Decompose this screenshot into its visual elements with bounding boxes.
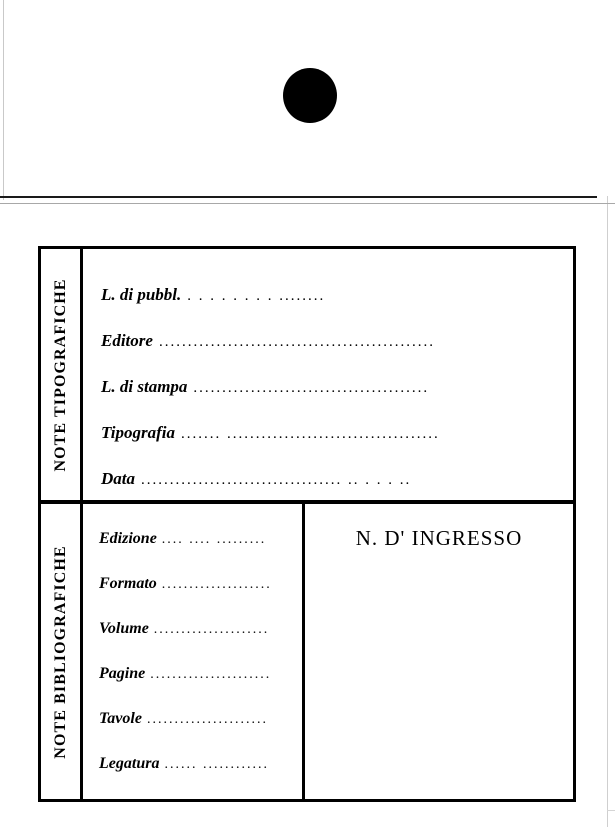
field-label-tavole: Tavole bbox=[99, 710, 142, 727]
field-label-luogo-pubblicazione: L. di pubbl. bbox=[101, 285, 182, 304]
field-pagine[interactable] bbox=[99, 665, 296, 683]
field-label-editore: Editore bbox=[101, 331, 153, 350]
field-tavole[interactable] bbox=[99, 710, 296, 728]
field-label-data: Data bbox=[101, 469, 135, 488]
note-tipografiche-label: NOTE TIPOGRAFICHE bbox=[51, 277, 69, 472]
field-legatura[interactable] bbox=[99, 755, 296, 773]
field-dots-luogo-stampa: ......................................... bbox=[193, 380, 430, 396]
field-label-edizione: Edizione bbox=[99, 530, 157, 547]
field-dots-tavole: ...................... bbox=[146, 712, 268, 727]
punch-hole-icon bbox=[283, 68, 337, 123]
card-top-rule bbox=[0, 196, 597, 198]
field-label-formato: Formato bbox=[99, 575, 157, 592]
note-bibliografiche-label: NOTE BIBLIOGRAFICHE bbox=[51, 544, 69, 759]
note-bibliografiche-spine bbox=[41, 504, 83, 799]
field-luogo-stampa[interactable] bbox=[101, 377, 563, 397]
field-label-volume: Volume bbox=[99, 620, 149, 637]
field-editore[interactable] bbox=[101, 331, 563, 351]
catalog-card bbox=[38, 246, 576, 802]
field-dots-edizione: .... .... ......... bbox=[161, 532, 267, 547]
card-top-rule-secondary bbox=[0, 203, 615, 204]
scan-edge-left bbox=[3, 0, 4, 200]
field-dots-volume: ..................... bbox=[153, 622, 270, 637]
field-dots-legatura: ...... ............ bbox=[164, 757, 269, 772]
scan-edge-bottom-right bbox=[607, 810, 615, 811]
field-data[interactable] bbox=[101, 469, 563, 489]
field-dots-luogo-pubblicazione: . . . . . . . . ........ bbox=[187, 288, 326, 304]
note-bibliografiche-fields bbox=[83, 504, 305, 799]
field-dots-data: ................................... .. . . . .. bbox=[141, 472, 412, 488]
scan-edge-right bbox=[607, 196, 608, 827]
field-tipografia[interactable] bbox=[101, 423, 563, 443]
field-dots-tipografia: ....... ..................................... bbox=[180, 426, 440, 442]
numero-ingresso-title: N. D' INGRESSO bbox=[355, 526, 523, 550]
field-dots-pagine: ...................... bbox=[150, 667, 272, 682]
note-tipografiche-fields bbox=[83, 249, 573, 500]
field-dots-editore: ................................................ bbox=[158, 334, 435, 350]
field-formato[interactable] bbox=[99, 575, 296, 593]
field-luogo-pubblicazione[interactable] bbox=[101, 285, 563, 305]
field-edizione[interactable] bbox=[99, 530, 296, 548]
field-label-pagine: Pagine bbox=[99, 665, 146, 682]
field-label-tipografia: Tipografia bbox=[101, 423, 175, 442]
field-label-luogo-stampa: L. di stampa bbox=[101, 377, 188, 396]
note-tipografiche-spine bbox=[41, 249, 83, 500]
note-tipografiche-section bbox=[41, 249, 573, 504]
field-volume[interactable] bbox=[99, 620, 296, 638]
field-label-legatura: Legatura bbox=[99, 755, 160, 772]
field-dots-formato: .................... bbox=[161, 577, 272, 592]
note-bibliografiche-section bbox=[41, 504, 573, 799]
numero-ingresso-section[interactable] bbox=[305, 504, 573, 799]
